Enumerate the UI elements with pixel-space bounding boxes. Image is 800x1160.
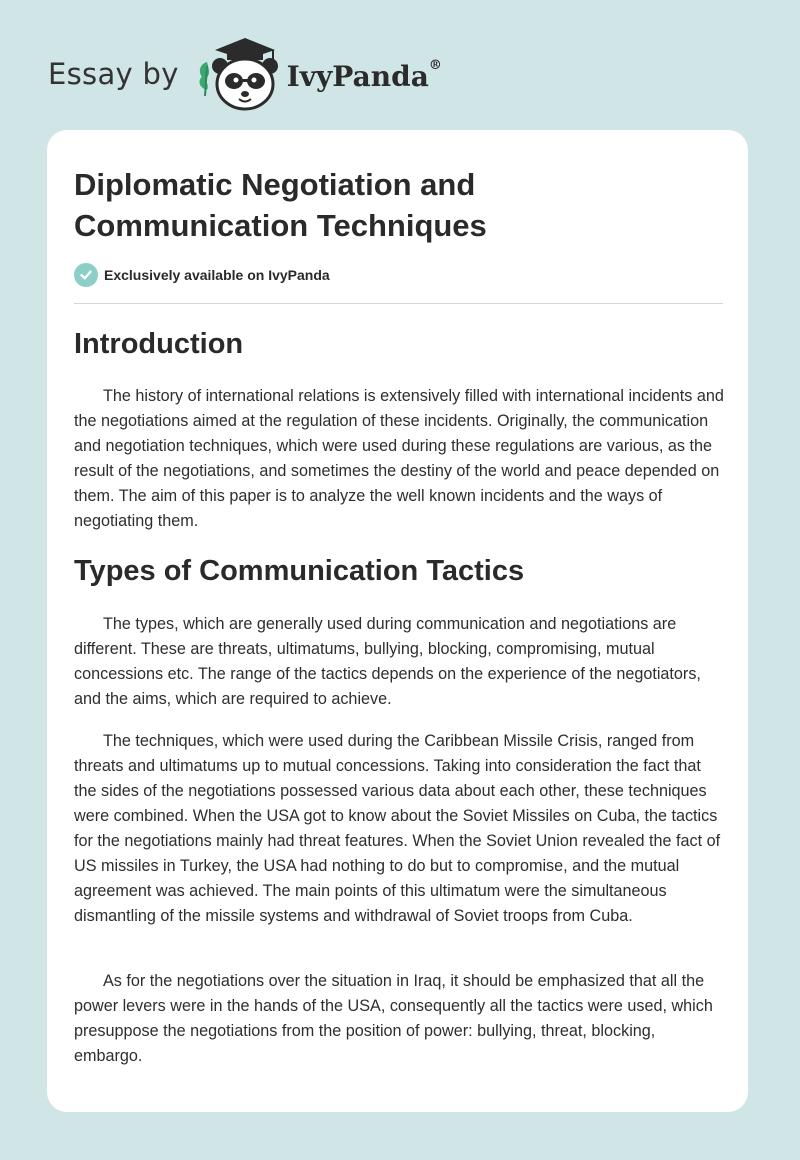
- trademark-symbol: ®: [428, 58, 442, 74]
- paragraph: The techniques, which were used during the Caribbean Missile Crisis, ranged from threats and ultimatums up to mutual concessions. Taking into consideration the fact that the sides of the negotiations possessed various data about each other, these techniques were combined. When the USA got to know about the Soviet Missiles on Cuba, the tactics for the negotiations mainly had threat features. When the Soviet Union revealed the fact of US missiles in Turkey, the USA had nothing to do but to compromise, and the mutual agreement was achieved. The main points of this ultimatum were the simultaneous dismantling of the missile systems and withdrawal of Soviet troops from Cuba.: [74, 732, 721, 925]
- section-heading-types-of-communication-tactics: Types of Communication Tactics: [74, 555, 525, 587]
- essay-by-label: Essay by: [48, 57, 179, 91]
- section-heading-introduction: Introduction: [74, 328, 244, 360]
- site-header: [48, 34, 442, 114]
- check-circle-icon: [74, 263, 98, 287]
- title-line-2: Communication Techniques: [74, 208, 487, 243]
- page-title: [74, 164, 714, 246]
- essay-card: [47, 130, 748, 1112]
- title-line-1: Diplomatic Negotiation and: [74, 167, 476, 202]
- exclusive-label: Exclusively available on IvyPanda: [104, 267, 330, 283]
- paragraph: As for the negotiations over the situation in Iraq, it should be emphasized that all the power levers were in the hands of the USA, consequently all the tactics were used, which presuppose the negotiations from the position of power: bullying, threat, blocking, embargo.: [74, 972, 713, 1065]
- brand-name[interactable]: IvyPanda®: [286, 58, 442, 93]
- paragraph: The history of international relations is extensively filled with international incidents and the negotiations aimed at the regulation of these incidents. Originally, the communication and negotiation techniques, which were used during these regulations are various, as the result of the negotiations, and sometimes the destiny of the world and peace depended on them. The aim of this paper is to analyze the well known incidents and the ways of negotiating them.: [74, 387, 724, 530]
- title-divider: [74, 303, 723, 304]
- exclusive-badge: [74, 263, 330, 287]
- panda-logo-icon[interactable]: [193, 36, 285, 112]
- paragraph: The types, which are generally used during communication and negotiations are different. These are threats, ultimatums, bullying, blocking, compromising, mutual concessions etc. The range of the tactics depends on the experience of the negotiators, and the aims, which are required to achieve.: [74, 615, 701, 708]
